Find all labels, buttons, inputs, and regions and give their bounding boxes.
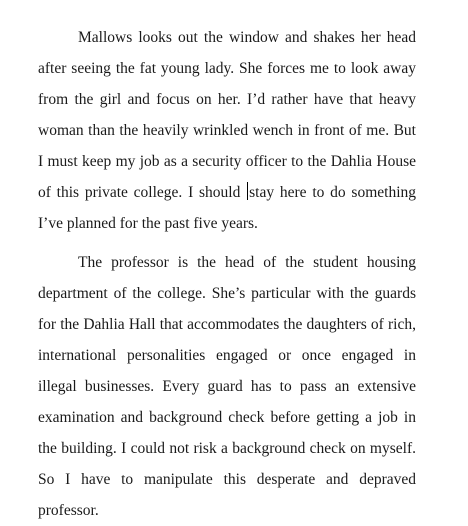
paragraph-1-text-before-caret: Mallows looks out the window and shakes her head after seeing the fat young lady. She forces me to look away from the girl and focus on her. I’d rather have that heavy woman than the heavily wrinkled wench in front of me. But I must keep my job as a security officer to the Dahlia House of this private college. I should <box>38 29 416 201</box>
paragraph-2: The professor is the head of the student housing department of the college. She’s particular with the guards for the Dahlia Hall that accommodates the daughters of rich, international personalities engaged or once engaged in illegal businesses. Every guard has to pass an extensive examination and background check before getting a job in the building. I could not risk a background check on myself. So I have to manipulate this desperate and depraved professor. <box>38 254 416 519</box>
document-text-area[interactable] <box>38 22 416 526</box>
text-cursor <box>247 182 248 200</box>
paragraph-1-text-after-caret: stay here to do something I’ve planned for the past five years. <box>38 184 417 232</box>
paragraph-1 <box>38 22 416 239</box>
